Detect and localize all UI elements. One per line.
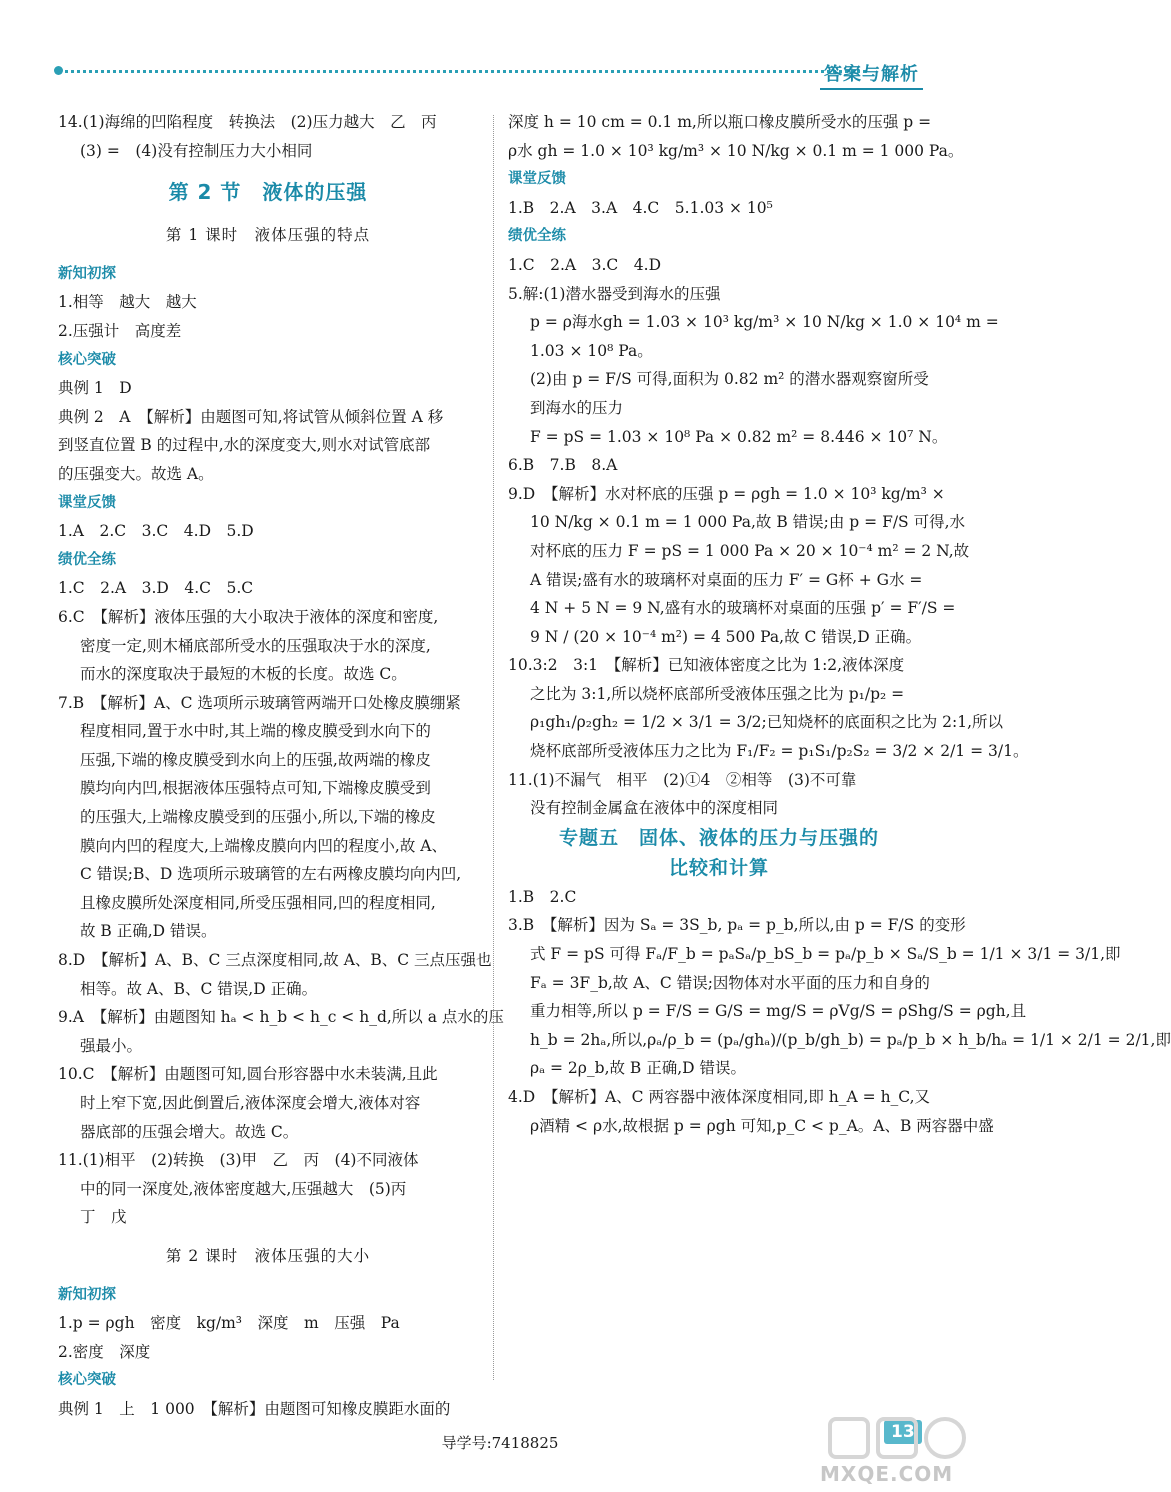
page-number: 13 xyxy=(884,1420,922,1444)
text-line-indent: p = ρ海水gh = 1.03 × 10³ kg/m³ × 10 N/kg × 1.0 × 10⁴ m = xyxy=(530,313,999,332)
section-heading: 课堂反馈 xyxy=(58,494,116,511)
section-heading: 新知初探 xyxy=(58,265,116,282)
text-line-indent: 的压强大,上端橡皮膜受到的压强小,所以,下端的橡皮 xyxy=(80,808,436,827)
text-line: 6.C 【解析】液体压强的大小取决于液体的深度和密度, xyxy=(58,607,439,626)
text-line: 14.(1)海绵的凹陷程度 转换法 (2)压力越大 乙 丙 xyxy=(58,113,437,131)
text-line-indent: 且橡皮膜所处深度相同,所受压强相同,凹的程度相同, xyxy=(80,893,436,912)
text-line: 典例 2 A 【解析】由题图可知,将试管从倾斜位置 A 移 xyxy=(58,407,444,426)
text-line-indent: 密度一定,则木桶底部所受水的压强取决于水的深度, xyxy=(80,636,431,655)
text-line: 1.B 2.A 3.A 4.C 5.1.03 × 10⁵ xyxy=(508,198,773,217)
section-heading: 绩优全练 xyxy=(58,551,116,568)
text-line: 5.解:(1)潜水器受到海水的压强 xyxy=(508,284,721,303)
text-line-indent: 相等。故 A、B、C 错误,D 正确。 xyxy=(80,979,318,998)
text-line-indent: F = pS = 1.03 × 10⁸ Pa × 0.82 m² = 8.446 × 10⁷ N。 xyxy=(530,427,948,446)
text-line: 的压强变大。故选 A。 xyxy=(58,464,214,483)
text-line-indent: 器底部的压强会增大。故选 C。 xyxy=(80,1122,299,1141)
text-line-indent: 4 N + 5 N = 9 N,盛有水的玻璃杯对桌面的压强 p′ = F′/S = xyxy=(530,599,956,618)
text-line-indent: ρₐ = 2ρ_b,故 B 正确,D 错误。 xyxy=(530,1059,747,1078)
section-heading: 核心突破 xyxy=(58,1372,116,1389)
topic-title: 专题五 固体、液体的压力与压强的 xyxy=(558,826,879,849)
text-line: 10.3:2 3:1 【解析】已知液体密度之比为 1:2,液体深度 xyxy=(508,656,905,675)
text-line-indent: 之比为 3:1,所以烧杯底部所受液体压强之比为 p₁/p₂ = xyxy=(530,684,905,703)
text-line-indent: 1.03 × 10⁸ Pa。 xyxy=(530,341,653,360)
text-line: 典例 1 上 1 000 【解析】由题图可知橡皮膜距水面的 xyxy=(58,1399,451,1418)
text-line-indent: 到海水的压力 xyxy=(530,398,624,417)
text-line-indent: 重力相等,所以 p = F/S = G/S = mg/S = ρVg/S = ρShg/S = ρgh,且 xyxy=(530,1002,1027,1021)
text-line: 9.D 【解析】水对杯底的压强 p = ρgh = 1.0 × 10³ kg/m³ × xyxy=(508,484,945,503)
text-line-indent: 程度相同,置于水中时,其上端的橡皮膜受到水向下的 xyxy=(80,722,431,741)
header-badge: 答案与解析 xyxy=(820,60,923,90)
text-line: 典例 1 D xyxy=(58,379,132,398)
text-line-indent: 对杯底的压力 F = pS = 1 000 Pa × 20 × 10⁻⁴ m² = 2 N,故 xyxy=(530,541,970,560)
text-line-indent: 时上窄下宽,因此倒置后,液体深度会增大,液体对容 xyxy=(80,1094,421,1112)
text-line: 1.C 2.A 3.D 4.C 5.C xyxy=(58,579,254,598)
text-line: 11.(1)不漏气 相平 (2)①4 ②相等 (3)不可靠 xyxy=(508,770,857,789)
text-line-indent: h_b = 2hₐ,所以,ρₐ/ρ_b = (pₐ/ghₐ)/(p_b/gh_b) = pₐ/p_b × h_b/hₐ = 1/1 × 2/1 = 2/1,即 xyxy=(530,1030,1171,1049)
lesson-title: 第 2 课时 液体压强的大小 xyxy=(165,1246,371,1265)
text-line: 9.A 【解析】由题图知 hₐ < h_b < h_c < h_d,所以 a 点水的压 xyxy=(58,1008,504,1027)
text-line-indent: 膜均向内凹,根据液体压强特点可知,下端橡皮膜受到 xyxy=(80,779,431,798)
text-line-indent: 压强,下端的橡皮膜受到水向上的压强,故两端的橡皮 xyxy=(80,750,431,769)
text-line-indent: 式 F = pS 可得 Fₐ/F_b = pₐSₐ/p_bS_b = pₐ/p_b × Sₐ/S_b = 1/1 × 3/1 = 3/1,即 xyxy=(530,945,1121,964)
left-column xyxy=(58,108,504,1424)
section-heading: 课堂反馈 xyxy=(508,171,566,188)
text-line-indent: A 错误;盛有水的玻璃杯对桌面的压力 F′ = G杯 + G水 = xyxy=(530,570,923,589)
text-line-indent: (3) = (4)没有控制压力大小相同 xyxy=(80,141,313,160)
text-line: ρ水 gh = 1.0 × 10³ kg/m³ × 10 N/kg × 0.1 m = 1 000 Pa。 xyxy=(508,141,964,160)
text-line: 8.D 【解析】A、B、C 三点深度相同,故 A、B、C 三点压强也 xyxy=(58,951,492,970)
topic-title: 比较和计算 xyxy=(668,856,769,879)
section-heading: 新知初探 xyxy=(58,1286,116,1303)
text-line: 3.B 【解析】因为 Sₐ = 3S_b, pₐ = p_b,所以,由 p = F/S 的变形 xyxy=(508,916,966,935)
text-line: 到竖直位置 B 的过程中,水的深度变大,则水对试管底部 xyxy=(58,436,431,455)
section-title: 第 2 节 液体的压强 xyxy=(168,180,368,205)
header-rule xyxy=(58,70,866,73)
text-line: 6.B 7.B 8.A xyxy=(508,456,618,475)
text-line: 10.C 【解析】由题图可知,圆台形容器中水未装满,且此 xyxy=(58,1065,438,1084)
text-line: 1.相等 越大 越大 xyxy=(58,293,197,312)
text-line-indent: ρ酒精 < ρ水,故根据 p = ρgh 可知,p_C < p_A。A、B 两容器中盛 xyxy=(530,1116,994,1135)
section-heading: 核心突破 xyxy=(58,351,116,368)
text-line-indent: C 错误;B、D 选项所示玻璃管的左右两橡皮膜均向内凹, xyxy=(80,865,462,884)
text-line-indent: 膜向内凹的程度大,上端橡皮膜向内凹的程度小,故 A、 xyxy=(80,836,447,855)
text-line-indent: 10 N/kg × 0.1 m = 1 000 Pa,故 B 错误;由 p = F/S 可得,水 xyxy=(530,513,966,532)
text-line: 1.A 2.C 3.C 4.D 5.D xyxy=(58,522,254,541)
text-line-indent: Fₐ = 3F_b,故 A、C 错误;因物体对水平面的压力和自身的 xyxy=(530,973,930,992)
text-line-indent: ρ₁gh₁/ρ₂gh₂ = 1/2 × 3/1 = 3/2;已知烧杯的底面积之比为 2:1,所以 xyxy=(530,713,1003,732)
text-line: 深度 h = 10 cm = 0.1 m,所以瓶口橡皮膜所受水的压强 p = xyxy=(508,113,932,131)
text-line-indent: (2)由 p = F/S 可得,面积为 0.82 m² 的潜水器观察窗所受 xyxy=(530,370,929,389)
watermark-text: MXQE.COM xyxy=(820,1462,954,1486)
text-line: 7.B 【解析】A、C 选项所示玻璃管两端开口处橡皮膜绷紧 xyxy=(58,693,461,712)
text-line: 2.密度 深度 xyxy=(58,1342,151,1361)
text-line-indent: 丁 戊 xyxy=(80,1208,127,1227)
text-line: 1.p = ρgh 密度 kg/m³ 深度 m 压强 Pa xyxy=(58,1314,400,1333)
column-divider xyxy=(493,115,494,1380)
section-heading: 绩优全练 xyxy=(508,228,566,245)
guide-number: 导学号:7418825 xyxy=(441,1434,559,1452)
text-line-indent: 而水的深度取决于最短的木板的长度。故选 C。 xyxy=(80,665,407,684)
text-line-indent: 强最小。 xyxy=(80,1036,143,1055)
text-line: 1.B 2.C xyxy=(508,887,577,906)
text-line: 2.压强计 高度差 xyxy=(58,321,182,340)
text-line: 4.D 【解析】A、C 两容器中液体深度相同,即 h_A = h_C,又 xyxy=(508,1088,931,1106)
lesson-title: 第 1 课时 液体压强的特点 xyxy=(165,226,371,245)
text-line: 1.C 2.A 3.C 4.D xyxy=(508,255,661,274)
text-line: 11.(1)相平 (2)转换 (3)甲 乙 丙 (4)不同液体 xyxy=(58,1151,419,1170)
text-line-indent: 9 N / (20 × 10⁻⁴ m²) = 4 500 Pa,故 C 错误,D 正确。 xyxy=(530,627,922,646)
text-line-indent: 故 B 正确,D 错误。 xyxy=(80,922,217,941)
right-column xyxy=(508,108,1171,1140)
text-line-indent: 中的同一深度处,液体密度越大,压强越大 (5)丙 xyxy=(80,1179,407,1198)
text-line-indent: 没有控制金属盒在液体中的深度相同 xyxy=(530,799,779,818)
text-line-indent: 烧杯底部所受液体压力之比为 F₁/F₂ = p₁S₁/p₂S₂ = 3/2 × 2/1 = 3/1。 xyxy=(530,742,1029,761)
